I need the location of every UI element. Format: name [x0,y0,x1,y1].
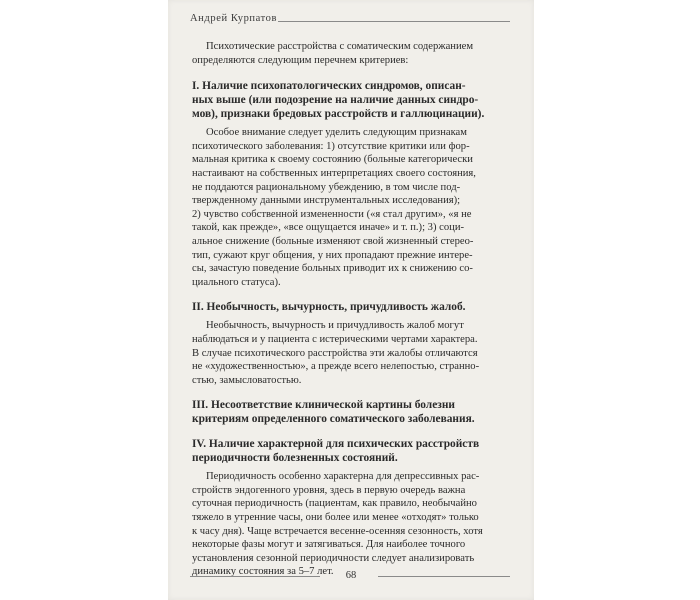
heading-line: мов), признаки бредовых расстройств и галлюцинации). [192,108,485,121]
text-line: Необычность, вычурность и причудливость жалоб могут [206,320,464,332]
criterion-3-heading [192,398,510,426]
text-line: мальная критика к своему состоянию (больные категорически [192,154,473,166]
text-line: установления сезонной периодичности следует анализировать [192,552,475,564]
footer-rule-right [378,576,510,577]
criterion-4-text [192,470,510,579]
text-line: настаивают на собственных интерпретациях своего состояния, [192,167,476,179]
header-rule [278,21,510,22]
text-line: наблюдаться и у пациента с истерическими чертами характера. [192,333,478,345]
text-line: не поддаются рациональному убеждению, в том числе под- [192,181,461,193]
text-line: тяжело в утренние часы, они более или менее «отходят» только [192,512,479,524]
heading-line: II. Необычность, вычурность, причудливость жалоб. [192,301,466,314]
heading-line: ных выше (или подозрение на наличие данных синдро- [192,94,479,107]
text-line: Особое внимание следует уделить следующим признакам [206,127,467,139]
criterion-2-heading [192,300,510,314]
page-number: 68 [345,570,357,581]
criterion-2-text [192,319,510,387]
intro-paragraph [192,40,510,67]
heading-line: III. Несоответствие клинической картины болезни [192,399,455,412]
book-page [168,0,534,600]
text-line: твержденному данными инструментальных исследования); [192,195,461,207]
heading-line: IV. Наличие характерной для психических расстройств [192,438,480,451]
running-head: Андрей Курпатов [190,13,278,24]
text-line: В случае психотического расстройства эти жалобы отличаются [192,347,478,359]
text-line: Психотические расстройства с соматическим содержанием [206,41,474,52]
text-line: к часу дня). Чаще встречается весенне-осенняя сезонность, хотя [192,525,483,537]
criterion-4-heading [192,437,510,465]
heading-line: критериям определенного соматического заболевания. [192,413,475,426]
text-line: психотического заболевания: 1) отсутствие критики или фор- [192,140,470,152]
text-line: определяются следующим перечнем критериев: [192,54,409,66]
text-line: Периодичность особенно характерна для депрессивных рас- [206,471,480,483]
text-line: сы, зачастую поведение больных приводит их к снижению со- [192,263,473,275]
text-line: 2) чувство собственной измененности («я стал другим», «я не [192,208,472,220]
text-line: суточная периодичность (пациентам, как правило, необычайно [192,498,477,510]
heading-line: I. Наличие психопатологических синдромов, описан- [192,80,466,93]
text-line: такой, как прежде», «все ощущается иначе» и т. п.); 3) соци- [192,222,465,234]
text-line: некоторые фазы могут и затягиваться. Для наиболее точного [192,539,466,551]
text-line: тип, сужают круг общения, у них пропадают прежние интере- [192,249,473,261]
page-content [192,40,510,579]
criterion-1-heading [192,79,510,121]
text-line: не «художественностью», а прежде всего нелепостью, странно- [192,361,480,373]
criterion-1-text [192,126,510,289]
text-line: стройств эндогенного уровня, здесь в первую очередь важна [192,484,466,496]
text-line: динамику состояния за 5–7 лет. [192,566,334,578]
heading-line: периодичности болезненных состояний. [192,452,398,465]
text-line: альное снижение (больные изменяют свой жизненный стерео- [192,235,474,247]
text-line: циального статуса). [192,276,281,288]
text-line: стью, замысловатостью. [192,374,302,386]
